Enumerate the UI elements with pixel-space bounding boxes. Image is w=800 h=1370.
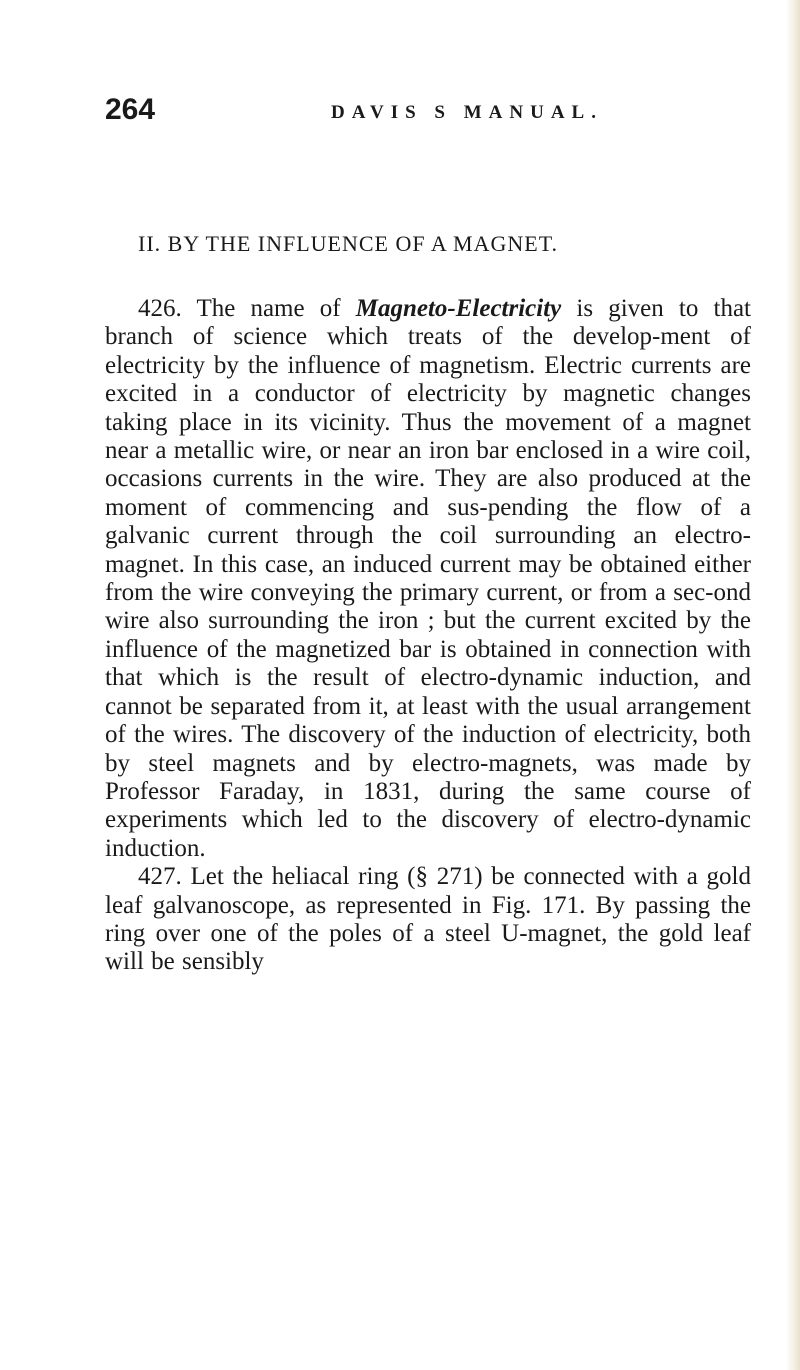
paragraph-number: 427. [138, 863, 182, 891]
paragraph-number: 426. [138, 295, 182, 322]
paragraph-427 [105, 863, 751, 977]
page-edge [786, 0, 800, 1370]
paragraph-text: The name of [196, 295, 341, 322]
page-header [105, 93, 725, 133]
paragraph-426 [105, 295, 751, 863]
body-text [105, 295, 751, 977]
paragraph-text: Let the heliacal ring (§ 271) be connected with a gold leaf galvanoscope, as represented in Fig. 171. By passing the ring over one of the poles of a steel U-magnet, the gold leaf will be sensibly [105, 863, 751, 976]
running-head: DAVIS S MANUAL. [331, 102, 603, 123]
paragraph-text: is given to that branch of science which treats of the develop-ment of electricity by the influence of magnetism. Electric currents are excited in a conductor of electricity by magnetic changes taking place in its vicinity. Thus the movement of a magnet near a metallic wire, or near an iron bar enclosed in a wire coil, occasions currents in the wire. They are also produced at the moment of commencing and sus-pending the flow of a galvanic current through the coil surrounding an electro-magnet. In this case, an induced current may be obtained either from the wire conveying the primary current, or from a sec-ond wire also surrounding the iron ; but the current excited by the influence of the magnetized bar is obtained in connection with that which is the result of electro-dynamic induction, and cannot be separated from it, at least with the usual arrangement of the wires. The discovery of the induction of electricity, both by steel magnets and by electro-magnets, was made by Professor Faraday, in 1831, during the same course of experiments which led to the discovery of electro-dynamic induction. [105, 295, 752, 862]
page-number: 264 [105, 93, 156, 126]
emphasized-term: Magneto-Electricity [355, 295, 562, 322]
section-heading: II. BY THE INFLUENCE OF A MAGNET. [138, 231, 559, 256]
